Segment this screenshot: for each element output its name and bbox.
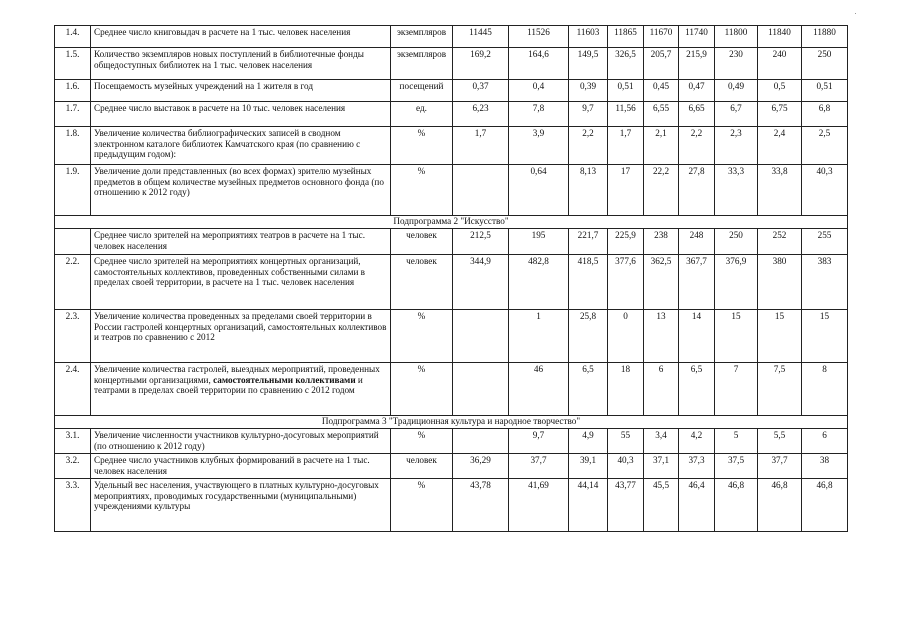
value-cell: 11526	[509, 26, 569, 48]
value-cell: 6	[644, 363, 679, 416]
indicators-table	[54, 25, 848, 532]
value-cell: 55	[608, 429, 644, 454]
value-cell: 13	[644, 310, 679, 363]
value-cell: 0	[608, 310, 644, 363]
value-cell	[453, 429, 509, 454]
value-cell: 6,75	[758, 102, 802, 127]
unit-of-measure: %	[391, 165, 453, 216]
value-cell: 27,8	[679, 165, 715, 216]
value-cell: 225,9	[608, 229, 644, 255]
value-cell: 4,9	[569, 429, 608, 454]
value-cell: 7,8	[509, 102, 569, 127]
value-cell: 6,55	[644, 102, 679, 127]
value-cell: 15	[758, 310, 802, 363]
value-cell: 11445	[453, 26, 509, 48]
value-cell: 43,78	[453, 479, 509, 532]
value-cell: 221,7	[569, 229, 608, 255]
indicator-name: Среднее число выставок в расчете на 10 тыс. человек населения	[91, 102, 391, 127]
table-row	[55, 102, 848, 127]
indicator-name: Среднее число книговыдач в расчете на 1 тыс. человек населения	[91, 26, 391, 48]
value-cell: 418,5	[569, 255, 608, 310]
value-cell: 37,5	[715, 454, 758, 479]
value-cell: 240	[758, 48, 802, 80]
table-row	[55, 26, 848, 48]
row-number: 3.3.	[55, 479, 91, 532]
document-page	[54, 25, 847, 532]
value-cell: 1,7	[453, 127, 509, 165]
value-cell: 11865	[608, 26, 644, 48]
value-cell: 0,5	[758, 80, 802, 102]
value-cell: 11740	[679, 26, 715, 48]
value-cell: 11603	[569, 26, 608, 48]
value-cell: 5	[715, 429, 758, 454]
value-cell	[453, 165, 509, 216]
value-cell: 22,2	[644, 165, 679, 216]
value-cell: 37,1	[644, 454, 679, 479]
value-cell: 205,7	[644, 48, 679, 80]
value-cell: 5,5	[758, 429, 802, 454]
value-cell: 6,65	[679, 102, 715, 127]
value-cell: 4,2	[679, 429, 715, 454]
value-cell: 6,5	[569, 363, 608, 416]
indicator-name: Увеличение количества библиографических записей в сводном электронном каталоге библиотек Камчатского края (по сравнению с предыдущим годом):	[91, 127, 391, 165]
section-row	[55, 216, 848, 229]
value-cell: 8	[802, 363, 848, 416]
indicator-name: Увеличение доли представленных (во всех формах) зрителю музейных предметов в общем количестве музейных предметов основного фонда (по отношению к 2012 году)	[91, 165, 391, 216]
value-cell: 0,49	[715, 80, 758, 102]
value-cell: 44,14	[569, 479, 608, 532]
table-row	[55, 127, 848, 165]
value-cell: 0,45	[644, 80, 679, 102]
value-cell: 3,4	[644, 429, 679, 454]
row-number: 3.1.	[55, 429, 91, 454]
value-cell	[453, 363, 509, 416]
value-cell: 6	[802, 429, 848, 454]
unit-of-measure: экземпляров	[391, 48, 453, 80]
table-row	[55, 454, 848, 479]
value-cell: 250	[802, 48, 848, 80]
row-number: 1.4.	[55, 26, 91, 48]
indicator-name: Увеличение численности участников культурно-досуговых мероприятий (по отношению к 2012 году)	[91, 429, 391, 454]
value-cell: 230	[715, 48, 758, 80]
table-row	[55, 310, 848, 363]
value-cell: 7,5	[758, 363, 802, 416]
indicator-name: Среднее число зрителей на мероприятиях театров в расчете на 1 тыс. человек населения	[91, 229, 391, 255]
value-cell: 2,4	[758, 127, 802, 165]
value-cell: 46,4	[679, 479, 715, 532]
indicator-name: Количество экземпляров новых поступлений в библиотечные фонды общедоступных библиотек на 1 тыс. человек населения	[91, 48, 391, 80]
table-row	[55, 479, 848, 532]
value-cell: 11880	[802, 26, 848, 48]
unit-of-measure: %	[391, 363, 453, 416]
value-cell: 362,5	[644, 255, 679, 310]
value-cell: 0,47	[679, 80, 715, 102]
table-row	[55, 429, 848, 454]
section-title: Подпрограмма 3 "Традиционная культура и народное творчество"	[55, 416, 848, 429]
value-cell: 238	[644, 229, 679, 255]
row-number	[55, 229, 91, 255]
value-cell: 33,8	[758, 165, 802, 216]
value-cell: 2,3	[715, 127, 758, 165]
unit-of-measure: экземпляров	[391, 26, 453, 48]
value-cell: 9,7	[569, 102, 608, 127]
unit-of-measure: посещений	[391, 80, 453, 102]
value-cell: 11,56	[608, 102, 644, 127]
table-body	[55, 26, 848, 532]
value-cell: 45,5	[644, 479, 679, 532]
table-row	[55, 165, 848, 216]
value-cell: 383	[802, 255, 848, 310]
value-cell: 377,6	[608, 255, 644, 310]
indicator-name: Удельный вес населения, участвующего в платных культурно-досуговых мероприятиях, проводимых государственными (муниципальными) учреждениями культуры	[91, 479, 391, 532]
value-cell: 164,6	[509, 48, 569, 80]
row-number: 2.4.	[55, 363, 91, 416]
value-cell: 9,7	[509, 429, 569, 454]
value-cell: 36,29	[453, 454, 509, 479]
value-cell: 18	[608, 363, 644, 416]
value-cell: 376,9	[715, 255, 758, 310]
value-cell: 1	[509, 310, 569, 363]
value-cell: 195	[509, 229, 569, 255]
unit-of-measure: %	[391, 479, 453, 532]
value-cell: 0,51	[608, 80, 644, 102]
value-cell: 37,7	[758, 454, 802, 479]
indicator-name: Среднее число зрителей на мероприятиях концертных организаций, самостоятельных коллективов, проведенных собственными силами в пределах своей территории, в расчете на 1 тыс. человек населения	[91, 255, 391, 310]
section-title: Подпрограмма 2 "Искусство"	[55, 216, 848, 229]
value-cell: 2,1	[644, 127, 679, 165]
indicator-name-part: и театрами в пределах своей территории по сравнению с 2012 годом	[94, 374, 363, 396]
table-row	[55, 255, 848, 310]
row-number: 2.2.	[55, 255, 91, 310]
value-cell: 482,8	[509, 255, 569, 310]
table-row	[55, 363, 848, 416]
table-row	[55, 229, 848, 255]
indicator-name: Среднее число участников клубных формирований в расчете на 1 тыс. человек населения	[91, 454, 391, 479]
value-cell: 0,39	[569, 80, 608, 102]
value-cell: 2,2	[569, 127, 608, 165]
section-row	[55, 416, 848, 429]
unit-of-measure: человек	[391, 229, 453, 255]
table-row	[55, 80, 848, 102]
value-cell: 344,9	[453, 255, 509, 310]
row-number: 1.5.	[55, 48, 91, 80]
scan-speck	[855, 13, 856, 14]
table-row	[55, 48, 848, 80]
indicator-name	[91, 363, 391, 416]
value-cell: 11670	[644, 26, 679, 48]
value-cell: 3,9	[509, 127, 569, 165]
value-cell: 6,8	[802, 102, 848, 127]
value-cell: 38	[802, 454, 848, 479]
value-cell: 46,8	[715, 479, 758, 532]
value-cell: 39,1	[569, 454, 608, 479]
value-cell: 37,3	[679, 454, 715, 479]
value-cell: 2,2	[679, 127, 715, 165]
value-cell: 40,3	[608, 454, 644, 479]
row-number: 1.6.	[55, 80, 91, 102]
unit-of-measure: ед.	[391, 102, 453, 127]
row-number: 1.8.	[55, 127, 91, 165]
unit-of-measure: человек	[391, 454, 453, 479]
value-cell: 252	[758, 229, 802, 255]
value-cell: 41,69	[509, 479, 569, 532]
value-cell: 6,23	[453, 102, 509, 127]
value-cell: 43,77	[608, 479, 644, 532]
value-cell: 7	[715, 363, 758, 416]
value-cell: 33,3	[715, 165, 758, 216]
value-cell: 250	[715, 229, 758, 255]
value-cell: 0,64	[509, 165, 569, 216]
value-cell: 1,7	[608, 127, 644, 165]
value-cell: 17	[608, 165, 644, 216]
indicator-name-part: Увеличение количества гастролей, выездных мероприятий, проведенных концертными организациями,	[94, 364, 380, 385]
value-cell: 0,51	[802, 80, 848, 102]
value-cell: 46,8	[758, 479, 802, 532]
row-number: 1.9.	[55, 165, 91, 216]
value-cell: 367,7	[679, 255, 715, 310]
value-cell: 15	[715, 310, 758, 363]
unit-of-measure: %	[391, 127, 453, 165]
value-cell: 248	[679, 229, 715, 255]
value-cell: 40,3	[802, 165, 848, 216]
value-cell: 149,5	[569, 48, 608, 80]
indicator-name-bold-part: самостоятельными коллективами	[213, 374, 356, 385]
unit-of-measure: человек	[391, 255, 453, 310]
value-cell: 46,8	[802, 479, 848, 532]
value-cell: 380	[758, 255, 802, 310]
value-cell: 11840	[758, 26, 802, 48]
indicator-name: Посещаемость музейных учреждений на 1 жителя в год	[91, 80, 391, 102]
value-cell: 255	[802, 229, 848, 255]
value-cell: 11800	[715, 26, 758, 48]
value-cell: 8,13	[569, 165, 608, 216]
row-number: 3.2.	[55, 454, 91, 479]
value-cell: 25,8	[569, 310, 608, 363]
value-cell: 0,37	[453, 80, 509, 102]
value-cell: 6,5	[679, 363, 715, 416]
unit-of-measure: %	[391, 310, 453, 363]
value-cell: 326,5	[608, 48, 644, 80]
value-cell: 212,5	[453, 229, 509, 255]
value-cell: 46	[509, 363, 569, 416]
indicator-name: Увеличение количества проведенных за пределами своей территории в России гастролей концертных организаций, самостоятельных коллективов и театров по сравнению с 2012	[91, 310, 391, 363]
value-cell	[453, 310, 509, 363]
value-cell: 6,7	[715, 102, 758, 127]
value-cell: 14	[679, 310, 715, 363]
value-cell: 15	[802, 310, 848, 363]
row-number: 1.7.	[55, 102, 91, 127]
unit-of-measure: %	[391, 429, 453, 454]
value-cell: 0,4	[509, 80, 569, 102]
value-cell: 2,5	[802, 127, 848, 165]
value-cell: 215,9	[679, 48, 715, 80]
row-number: 2.3.	[55, 310, 91, 363]
value-cell: 169,2	[453, 48, 509, 80]
value-cell: 37,7	[509, 454, 569, 479]
